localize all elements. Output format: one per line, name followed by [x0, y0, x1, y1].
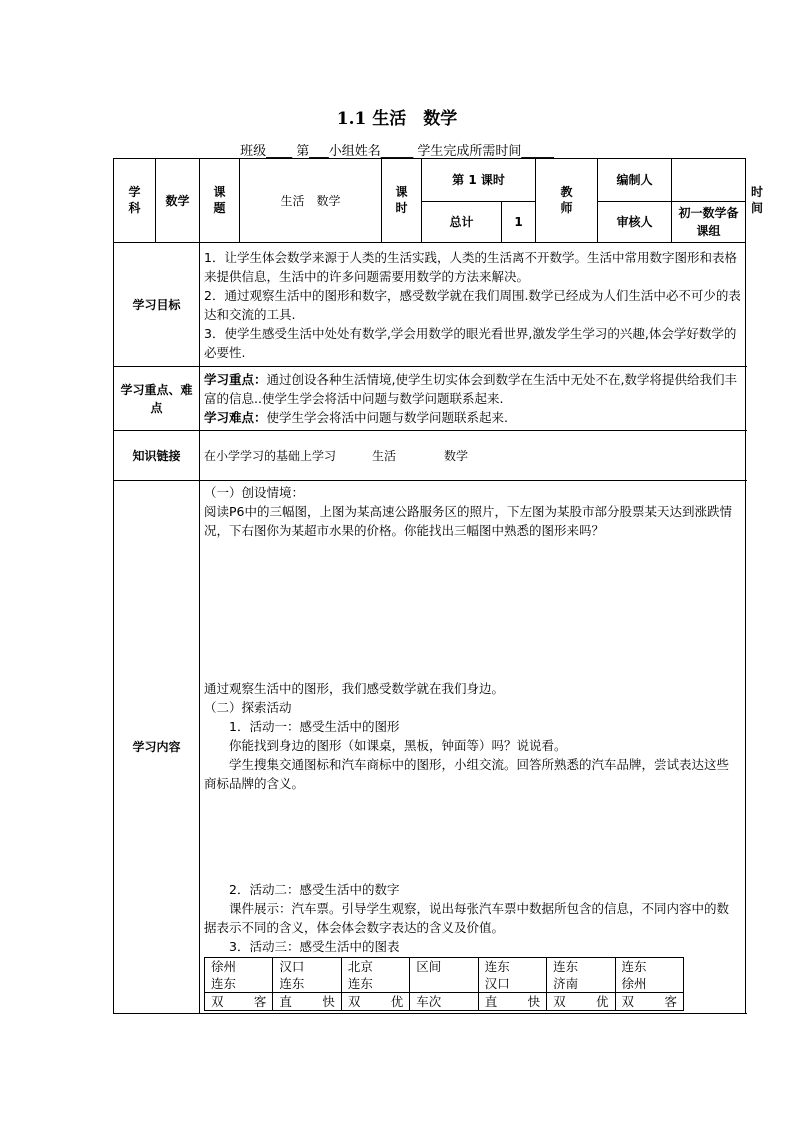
class-info-line: 班级____ 第___小组姓名_____ 学生完成所需时间_____ — [240, 144, 554, 159]
topic-value: 生活 数学 — [240, 159, 382, 243]
activity1-question: 你能找到身边的图形（如课桌，黑板，钟面等）吗？说说看。 — [229, 738, 567, 753]
content-label: 学习内容 — [114, 481, 200, 1014]
activity1-title: 1．活动一：感受生活中的图形 — [229, 719, 400, 734]
editor-value — [672, 159, 746, 202]
table-cell: 汉口 连东 — [273, 958, 341, 993]
table-cell: 双 客 — [615, 993, 683, 1011]
activity2-desc: 课件展示：汽车票。引导学生观察，说出每张汽车票中数据所包含的信息，不同内容中的数据表示不同的含义，体会体会数字表达的含义及价值。 — [204, 901, 730, 935]
activity2-title: 2．活动二：感受生活中的数字 — [229, 882, 400, 897]
period-current: 第 1 课时 — [422, 159, 536, 202]
section1-text: 阅读P6中的三幅图，上图为某高速公路服务区的照片，下左图为某股市部分股票某天达到涨跌情况，下右图你为某超市水果的价格。你能找出三幅图中熟悉的图形来吗？ — [204, 504, 732, 538]
reviewer-label: 审核人 — [598, 202, 672, 243]
blank-space — [204, 793, 741, 880]
difficulty-text: 使学生学会将活中问题与数学问题联系起来. — [266, 410, 508, 425]
table-cell: 双 优 — [341, 993, 409, 1011]
goal-item: 2．通过观察生活中的图形和数字，感受数学就在我们周围.数学已经成为人们生活中必不可少的表达和交流的工具. — [204, 287, 741, 322]
table-cell: 双 客 — [205, 993, 273, 1011]
link-text: 在小学学习的基础上学习 生活 数学 — [200, 431, 746, 481]
keypoints-content — [200, 367, 746, 431]
table-cell: 区间 — [410, 958, 478, 993]
goal-item: 3．使学生感受生活中处处有数学,学会用数学的眼光看世界,激发学生学习的兴趣,体会学好数学的必要性. — [204, 325, 737, 360]
table-cell: 北京 连东 — [341, 958, 409, 993]
subject-label: 学科 — [114, 159, 156, 243]
teacher-label: 教师 — [536, 159, 598, 243]
page-title: 1.1 生活 数学 — [336, 109, 458, 129]
goals-content — [200, 243, 746, 367]
total-value: 1 — [502, 202, 536, 243]
observe-text: 通过观察生活中的图形，我们感受数学就在我们身边。 — [204, 681, 505, 696]
editor-label: 编制人 — [598, 159, 672, 202]
table-cell: 连东 济南 — [547, 958, 615, 993]
table-cell: 直 快 — [478, 993, 546, 1011]
table-cell: 直 快 — [273, 993, 341, 1011]
activity1-desc: 学生搜集交通图标和汽车商标中的图形，小组交流。回答所熟悉的汽车品牌，尝试表达这些商标品牌的含义。 — [204, 757, 730, 791]
focus-label: 学习重点： — [204, 372, 267, 387]
table-cell: 双 优 — [547, 993, 615, 1011]
keypoints-label: 学习重点、难点 — [114, 367, 200, 431]
subject-value: 数学 — [156, 159, 200, 243]
activity3-title: 3．活动三：感受生活中的图表 — [229, 939, 400, 954]
section1-title: （一）创设情境： — [204, 485, 305, 500]
table-cell: 徐州 连东 — [205, 958, 273, 993]
focus-text: 通过创设各种生活情境,使学生切实体会到数学在生活中无处不在,数学将提供给我们丰富的信息..使学生学会将活中问题与数学问题联系起来. — [204, 372, 737, 406]
total-label: 总计 — [422, 202, 502, 243]
study-plan-table: 学科 数学 课题 生活 数学 课时 第 1 课时 教师 编制人 时间 总计 1 审核人 初一数学备课组 学习目标 1．让学生体会数学来源于人类的生活实践，人类的生活离不开数学。生活中常用数字图形和表格来提供信息，生活中的许多问题需要用数学的方法来解决。 2．通过观察生活中的图形和数字，感受数学就在我们周围.数学已经成为人们生活中必不可少的表达和交流的工具. 3．使学生感受生活中处处有数学,学会用数学的眼光看世界,激发学生学习的兴趣,体会学好数学的必要性. 学习重点、难点 学习重点：通过创设各种生活情境,使学生切实体会到数学在生活中无处不在,数学将提供给我们丰富的信息..使学生学会将活中问题与数学问题联系起来. 学习难点：使学生学会将活中问题与数学问题联系起来. 知识链接 在小学学习的基础上学习 生活 数学 学习内容 （一）创设情境： 阅读P6中的三幅图，上图为某高速公路服务区的照片，下左图为某股市部分股票某天达到涨跌情况，下右图你为某超市水果的价格。你能找出三幅图中熟悉的图形来吗？ 通过观察生活中的图形，我们感受数学就在我们身边。 （二）探索活动 1．活动一：感受生活中的图形 你能找到身边的图形（如课桌，黑板，钟面等）吗？说说看。 学生搜集交通图标和汽车商标中的图形，小组交流。回答所熟悉的汽车品牌，尝试表达这些商标品牌的含义。 2．活动二：感受生活中的数字 课件展示：汽车票。引导学生观察，说出每张汽车票中数据所包含的信息，不同内容中的数据表示不同的含义，体会体会数字表达的含义及价值。 3．活动三：感受生活中的图表 徐州 连东 汉口 连东 北京 连东 区间 连东 汉口 连东 济南 连东 徐州 双 客 直 快 双 优 车次 直 快 双 优 双 客 — [113, 158, 746, 1014]
topic-label: 课题 — [200, 159, 240, 243]
table-cell: 连东 徐州 — [615, 958, 683, 993]
table-cell: 连东 汉口 — [478, 958, 546, 993]
goals-label: 学习目标 — [114, 243, 200, 367]
bus-schedule-table — [204, 957, 684, 1011]
period-label: 课时 — [382, 159, 422, 243]
section2-title: （二）探索活动 — [204, 700, 292, 715]
goal-item: 1．让学生体会数学来源于人类的生活实践，人类的生活离不开数学。生活中常用数字图形和表格来提供信息，生活中的许多问题需要用数学的方法来解决。 — [204, 249, 737, 284]
content-body — [200, 481, 746, 1014]
link-label: 知识链接 — [114, 431, 200, 481]
difficulty-label: 学习难点： — [204, 410, 267, 425]
table-cell: 车次 — [410, 993, 478, 1011]
image-placeholder — [204, 540, 741, 679]
reviewer-value: 初一数学备课组 — [672, 202, 746, 243]
